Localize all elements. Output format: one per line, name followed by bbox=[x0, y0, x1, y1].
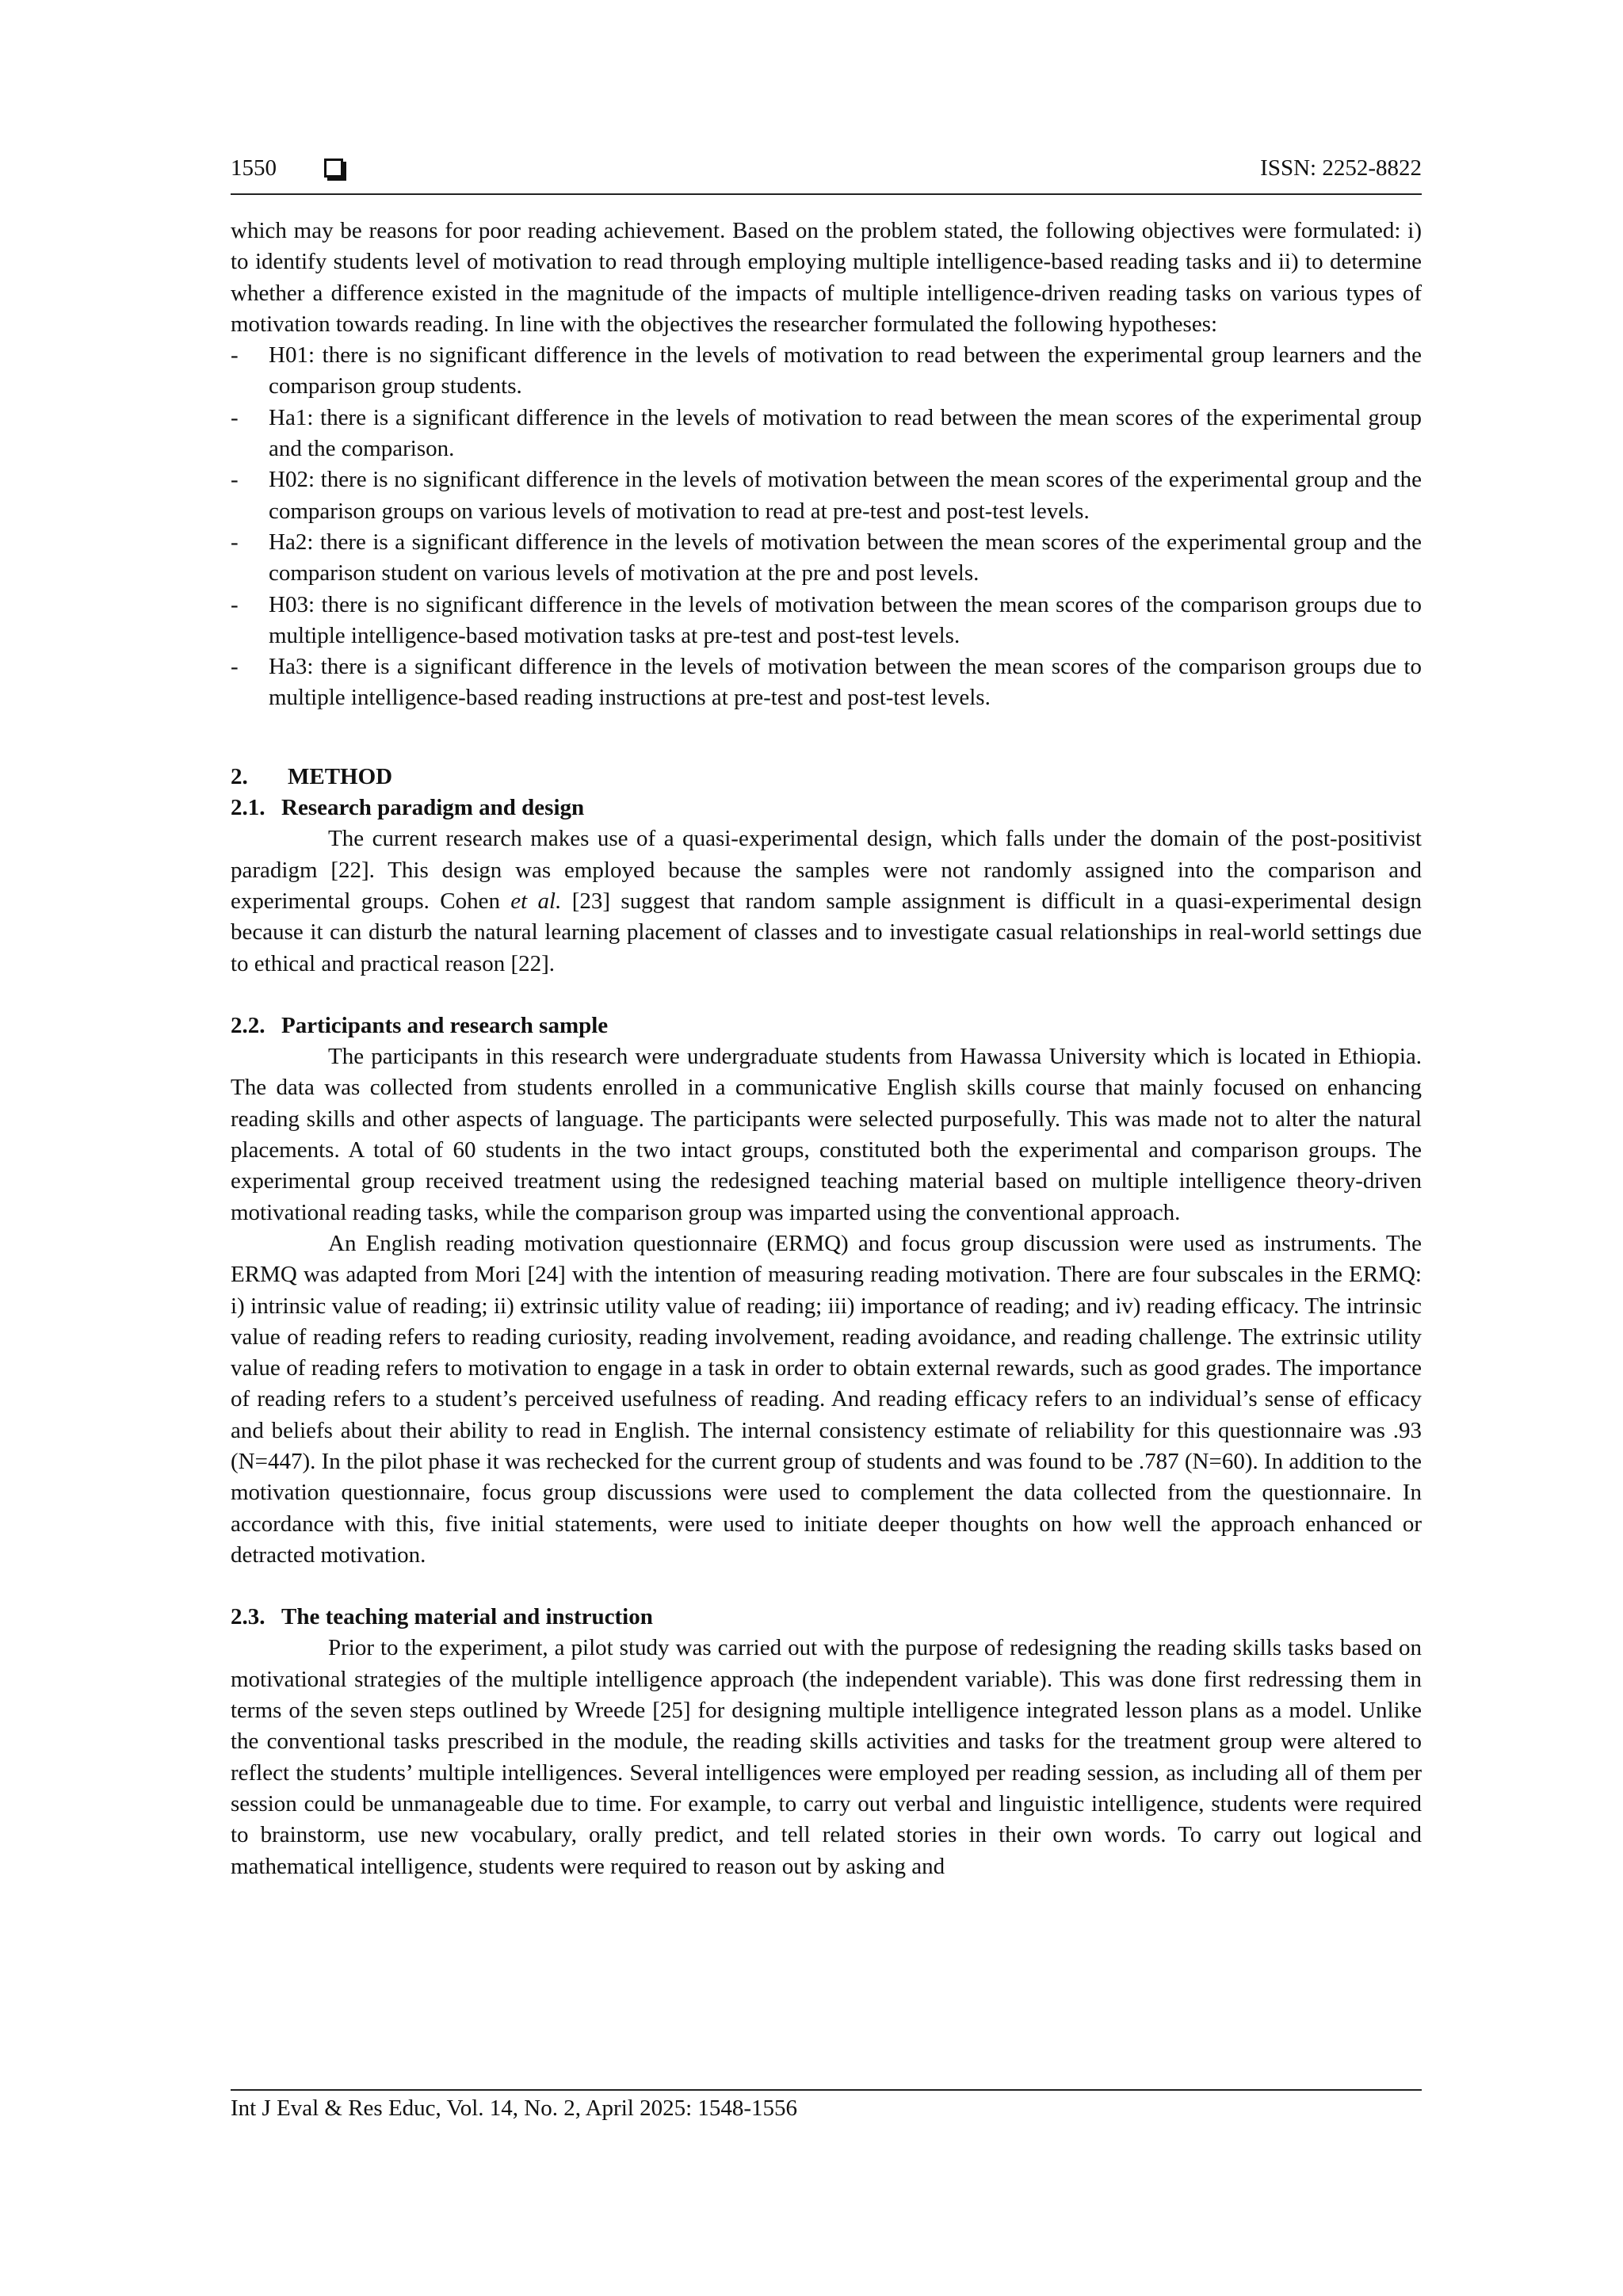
intro-paragraph: which may be reasons for poor reading achievement. Based on the problem stated, the following objectives were formulated: i) to identify students level of motivation to read through employing multiple intelligence-based reading tasks and ii) to determine whether a difference existed in the magnitude of the impacts of multiple intelligence-driven reading tasks on various types of motivation towards reading. In line with the objectives the researcher formulated the following hypotheses: bbox=[231, 218, 1422, 337]
square-bullet-icon bbox=[324, 159, 343, 178]
subsection-title: The teaching material and instruction bbox=[281, 1604, 653, 1630]
hypothesis-item: - Ha3: there is a significant difference in the levels of motivation between the mean scores of the comparison groups due to multiple intelligence-based reading instructions at pre-test and post-test levels. bbox=[231, 651, 1422, 714]
hypothesis-item: - H03: there is no significant difference in the levels of motivation between the mean scores of the comparison groups due to multiple intelligence-based motivation tasks at pre-test and post-test levels. bbox=[231, 590, 1422, 652]
subsection-number: 2.3. bbox=[231, 1604, 265, 1630]
hypothesis-item: - Ha2: there is a significant difference in the levels of motivation between the mean scores of the experimental group and the comparison student on various levels of motivation at the pre and post levels. bbox=[231, 527, 1422, 590]
subsection-heading-participants bbox=[231, 1010, 1422, 1041]
page-footer bbox=[231, 2089, 1422, 2122]
section-title: METHOD bbox=[288, 763, 393, 789]
subsection-heading-paradigm bbox=[231, 793, 1422, 823]
section-heading-method bbox=[231, 762, 1422, 793]
issn: ISSN: 2252-8822 bbox=[1260, 155, 1422, 181]
subsection-heading-teaching-material bbox=[231, 1602, 1422, 1633]
participants-paragraph: The participants in this research were undergraduate students from Hawassa University which is located in Ethiopia. The data was collected from students enrolled in a communicative English skills course that mainly focused on enhancing reading skills and other aspects of language. The participants were selected purposefully. This was made not to alter the natural placements. A total of 60 students in the two intact groups, constituted both the experimental and comparison groups. The experimental group received treatment using the redesigned teaching material based on multiple intelligence theory-driven motivational reading tasks, while the comparison group was imparted using the conventional approach. bbox=[231, 1044, 1422, 1225]
subsection-title: Participants and research sample bbox=[281, 1012, 609, 1038]
hypotheses-list bbox=[231, 340, 1422, 714]
subsection-number: 2.1. bbox=[231, 795, 265, 821]
hypothesis-item: - H02: there is no significant difference in the levels of motivation between the mean scores of the experimental group and the comparison groups on various levels of motivation to read at pre-test and post-test levels. bbox=[231, 464, 1422, 527]
page-header bbox=[231, 155, 1422, 195]
instruments-paragraph: An English reading motivation questionnaire (ERMQ) and focus group discussion were used as instruments. The ERMQ was adapted from Mori [24] with the intention of measuring reading motivation. There are four subscales in the ERMQ: i) intrinsic value of reading; ii) extrinsic utility value of reading; iii) importance of reading; and iv) reading efficacy. The intrinsic value of reading refers to reading curiosity, reading involvement, reading avoidance, and reading challenge. The extrinsic utility value of reading refers to motivation to engage in a task in order to obtain external rewards, such as good grades. The importance of reading refers to a student’s perceived usefulness of reading. And reading efficacy refers to an individual’s sense of efficacy and beliefs about their ability to read in English. The internal consistency estimate of reliability for this questionnaire was .93 (N=447). In the pilot phase it was rechecked for the current group of students and was found to be .787 (N=60). In addition to the motivation questionnaire, focus group discussions were used to complement the data collected from the questionnaire. In accordance with this, five initial statements, were used to initiate deeper thoughts on how well the approach enhanced or detracted motivation. bbox=[231, 1230, 1422, 1568]
italic-citation: et al. bbox=[510, 888, 562, 914]
hypothesis-item: - Ha1: there is a significant difference in the levels of motivation to read between the mean scores of the experimental group and the comparison. bbox=[231, 403, 1422, 465]
hypothesis-item: - H01: there is no significant difference in the levels of motivation to read between the experimental group learners and the comparison group students. bbox=[231, 340, 1422, 403]
paragraph-text: [23] suggest that random sample assignment is difficult in a quasi-experimental design because it can disturb the natural learning placement of classes and to investigate casual relationships in real-world settings due to ethical and practical reason [22]. bbox=[231, 888, 1422, 976]
paradigm-paragraph bbox=[231, 823, 1422, 979]
teaching-material-paragraph: Prior to the experiment, a pilot study was carried out with the purpose of redesigning the reading skills tasks based on motivational strategies of the multiple intelligence approach (the independent variable). This was done first redressing them in terms of the seven steps outlined by Wreede [25] for designing multiple intelligence integrated lesson plans as a model. Unlike the conventional tasks prescribed in the module, the reading skills activities and tasks for the treatment group were altered to reflect the students’ multiple intelligences. Several intelligences were employed per reading session, as including all of them per session could be unmanageable due to time. For example, to carry out verbal and linguistic intelligence, students were required to brainstorm, use new vocabulary, orally predict, and tell related stories in their own words. To carry out logical and mathematical intelligence, students were required to reason out by asking and bbox=[231, 1635, 1422, 1879]
section-number: 2. bbox=[231, 763, 248, 789]
subsection-title: Research paradigm and design bbox=[281, 795, 585, 821]
subsection-number: 2.2. bbox=[231, 1012, 265, 1038]
journal-citation: Int J Eval & Res Educ, Vol. 14, No. 2, April 2025: 1548-1556 bbox=[231, 2095, 798, 2121]
page-number: 1550 bbox=[231, 155, 277, 181]
article-body bbox=[231, 216, 1422, 1882]
paragraph-text: The current research makes use of a quasi-experimental design, which falls under the domain of the post-positivist paradigm [22]. This design was employed because the samples were not randomly assigned into the comparison and experimental groups. Cohen bbox=[231, 826, 1422, 914]
